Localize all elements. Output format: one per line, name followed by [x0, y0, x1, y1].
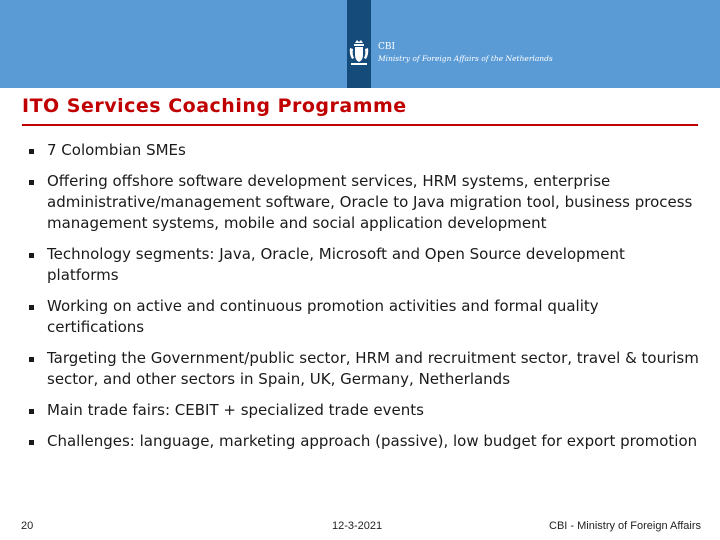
bullet-item — [0, 348, 720, 390]
title-rule — [22, 124, 698, 126]
bullet-text: Challenges: language, marketing approach (passive), low budget for export promotion — [47, 432, 698, 450]
slide-title: ITO Services Coaching Programme — [22, 95, 407, 117]
bullet-marker-icon — [29, 357, 34, 362]
bullet-marker-icon — [29, 253, 34, 258]
bullet-item — [0, 400, 720, 421]
bullet-item — [0, 244, 720, 286]
ministry-logo — [378, 42, 553, 64]
coat-of-arms-icon — [349, 40, 369, 66]
bullet-item — [0, 431, 720, 452]
bullet-text: Working on active and continuous promotion activities and formal quality certifications — [47, 297, 599, 336]
bullet-text: Main trade fairs: CEBIT + specialized trade events — [47, 401, 424, 419]
bullet-marker-icon — [29, 409, 34, 414]
bullet-item — [0, 296, 720, 338]
bullet-item — [0, 171, 720, 234]
bullet-text: Technology segments: Java, Oracle, Microsoft and Open Source development platforms — [47, 245, 625, 284]
footer-date: 12-3-2021 — [332, 520, 383, 532]
bullet-text: 7 Colombian SMEs — [47, 141, 186, 159]
bullet-list — [0, 140, 720, 462]
footer-org: CBI - Ministry of Foreign Affairs — [549, 520, 702, 532]
bullet-text: Offering offshore software development services, HRM systems, enterprise administrative/management software, Oracle to Java migration tool, business process management systems, mobile and social application development — [47, 172, 693, 232]
slide-number: 20 — [21, 520, 34, 532]
bullet-marker-icon — [29, 149, 34, 154]
bullet-marker-icon — [29, 305, 34, 310]
bullet-marker-icon — [29, 440, 34, 445]
logo-ministry: Ministry of Foreign Affairs of the Netherlands — [378, 54, 553, 63]
bullet-item — [0, 140, 720, 161]
logo-org: CBI — [378, 42, 396, 52]
bullet-text: Targeting the Government/public sector, HRM and recruitment sector, travel & tourism sector, and other sectors in Spain, UK, Germany, Netherlands — [47, 349, 699, 388]
bullet-marker-icon — [29, 180, 34, 185]
